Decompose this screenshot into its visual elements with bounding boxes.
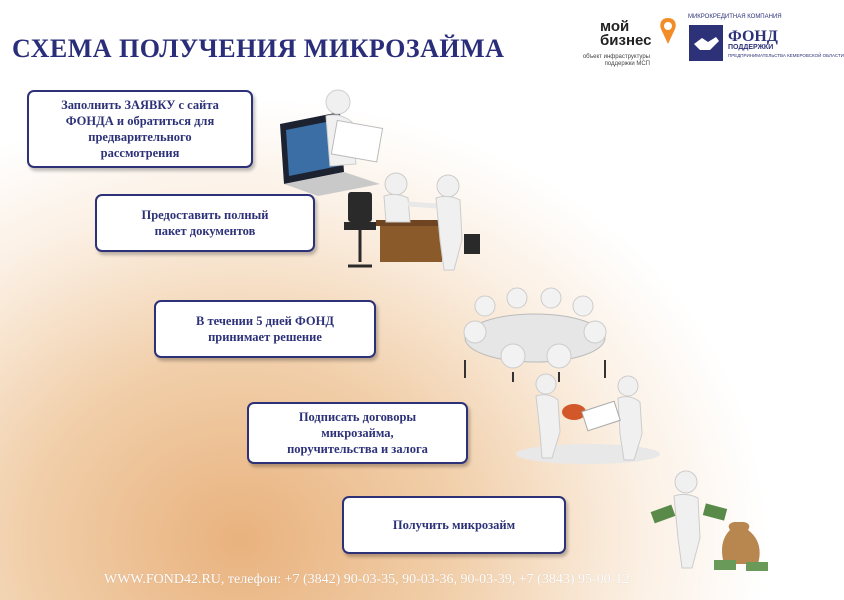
moi-biznes-tagline2: поддержки МСП [604, 61, 650, 67]
step-4-text: Подписать договоры микрозайма, поручительства и залога [287, 410, 428, 456]
map-pin-icon [656, 16, 680, 46]
office-handshake-illustration [340, 170, 490, 275]
fond-logo-sub: ПОДДЕРЖКИ [728, 44, 774, 51]
fond-logo-top-text: МИКРОКРЕДИТНАЯ КОМПАНИЯ [688, 14, 782, 20]
step-4-box [247, 402, 468, 464]
step-5-text: Получить микрозайм [392, 518, 516, 532]
moi-biznes-logo [570, 14, 680, 67]
step-5-box [342, 496, 566, 554]
step-3-box [154, 300, 376, 358]
money-bag-illustration [648, 468, 773, 573]
fond-logo [688, 14, 844, 64]
step-2-box [95, 194, 315, 252]
fond-logo-sub2: ПРЕДПРИНИМАТЕЛЬСТВА КЕМЕРОВСКОЙ ОБЛАСТИ [728, 53, 844, 58]
moi-biznes-tagline1: объект инфраструктуры [582, 54, 650, 60]
moi-biznes-word2: бизнес [600, 32, 652, 49]
footer-contacts: WWW.FOND42.RU, телефон: +7 (3842) 90-03-35, 90-03-36, 90-03-39, +7 (3843) 95-00-12 [104, 572, 630, 587]
stamp-signing-illustration [508, 372, 658, 467]
moi-biznes-word1: мой [600, 18, 630, 35]
page-title: СХЕМА ПОЛУЧЕНИЯ МИКРОЗАЙМА [12, 34, 505, 63]
fond-logo-name: ФОНД [728, 28, 778, 45]
meeting-table-illustration [455, 280, 615, 385]
step-2-text: Предоставить полный пакет документов [141, 208, 269, 238]
step-3-text: В течении 5 дней ФОНД принимает решение [196, 314, 334, 344]
step-1-text: Заполнить ЗАЯВКУ с сайта ФОНДА и обратиться для предварительного рассмотрения [61, 98, 219, 160]
handshake-emblem-icon [688, 24, 724, 62]
step-1-box [27, 90, 253, 168]
